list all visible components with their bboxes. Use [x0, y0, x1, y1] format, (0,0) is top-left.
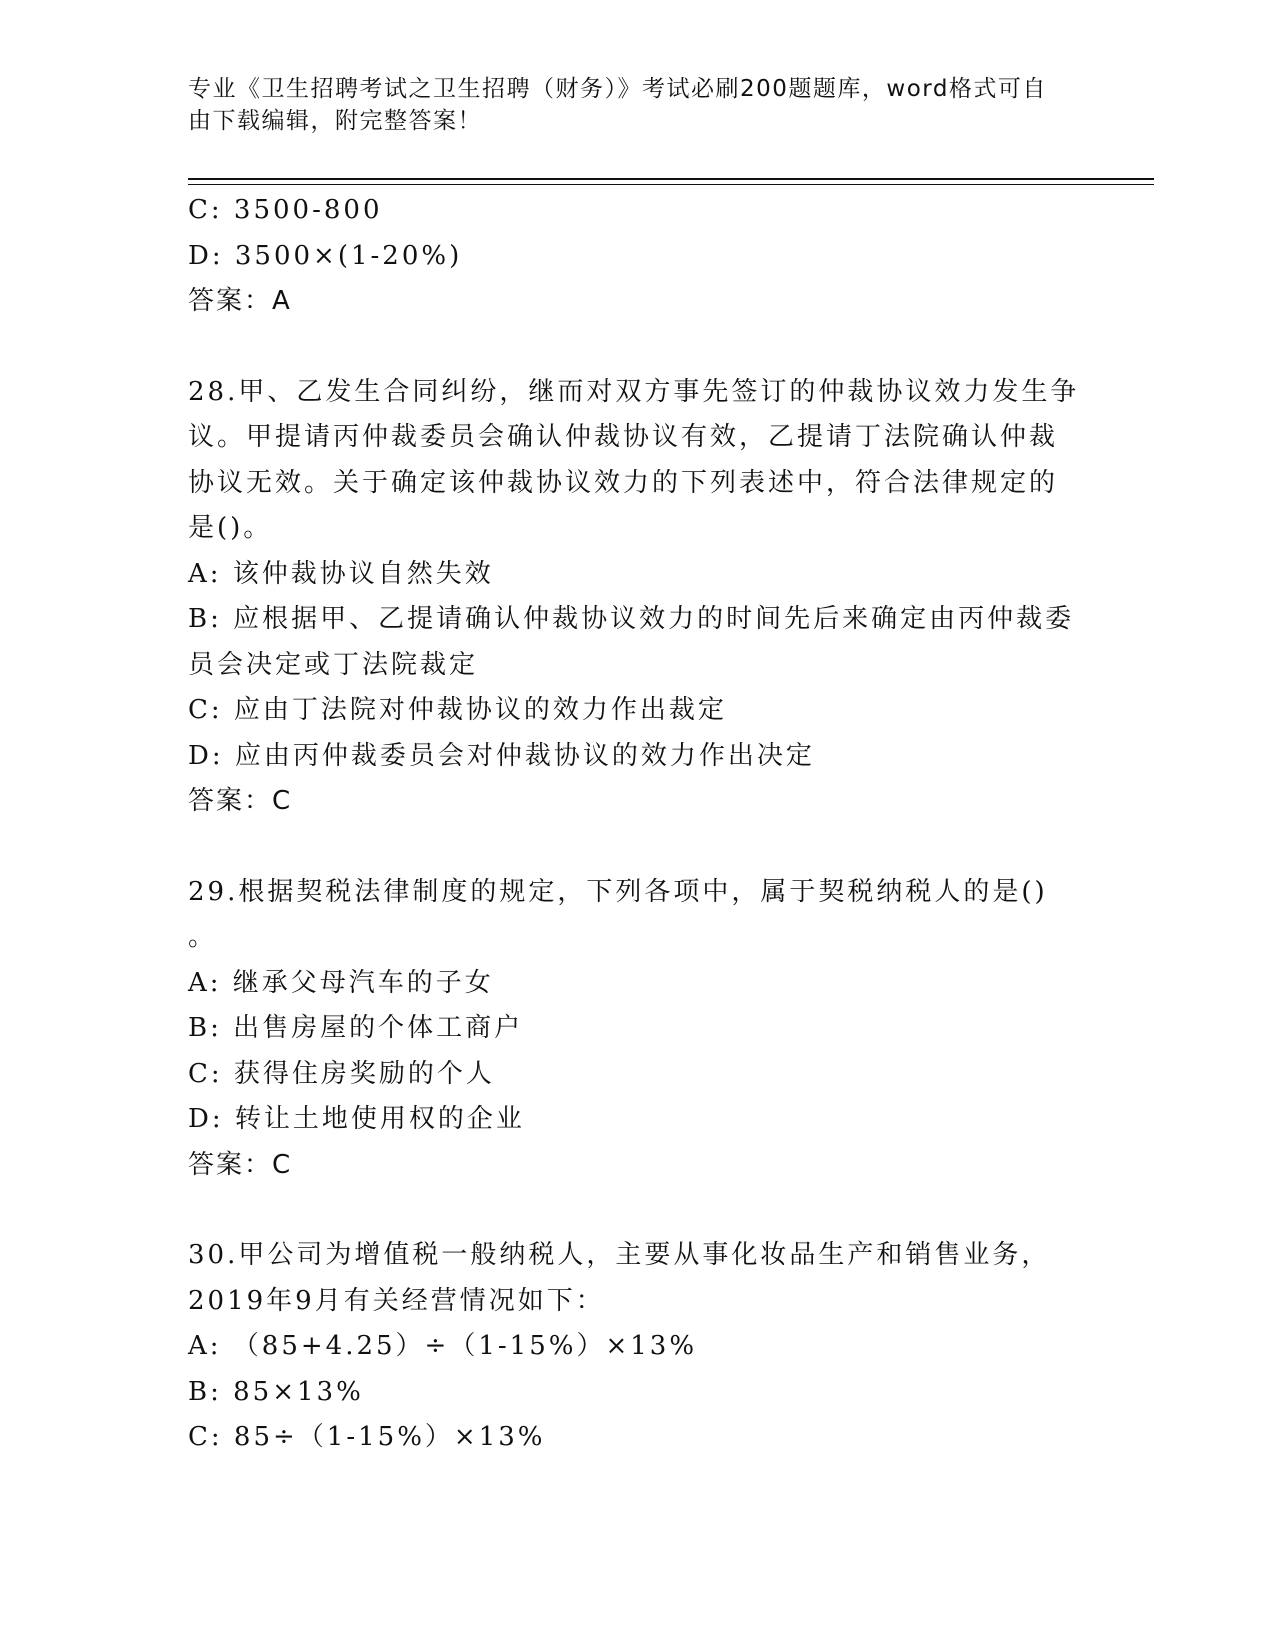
question-stem-line: 29.根据契税法律制度的规定，下列各项中，属于契税纳税人的是()	[188, 876, 1048, 907]
question-stem-line: 30.甲公司为增值税一般纳税人，主要从事化妆品生产和销售业务，	[188, 1240, 1051, 1270]
option-c: C: 应由丁法院对仲裁协议的效力作出裁定	[188, 695, 727, 725]
option-b: B: 出售房屋的个体工商户	[188, 1013, 524, 1043]
question-stem-line: 28.甲、乙发生合同纠纷，继而对双方事先签订的仲裁协议效力发生争	[188, 376, 1080, 407]
question-stem-line: 2019年9月有关经营情况如下：	[188, 1285, 605, 1316]
spacer	[188, 825, 1088, 870]
option-c: C: 3500-800	[188, 195, 383, 225]
option-a: A: 该仲裁协议自然失效	[188, 558, 494, 589]
question-stem-line: 。	[188, 922, 218, 952]
spacer	[188, 325, 1088, 370]
option-c: C: 获得住房奖励的个人	[188, 1058, 495, 1089]
question-30	[188, 1233, 1088, 1461]
question-28	[188, 370, 1088, 825]
question-29	[188, 870, 1088, 1189]
header-line-2: 由下载编辑，附完整答案！	[188, 108, 482, 134]
header-line-1: 专业《卫生招聘考试之卫生招聘（财务）》考试必刷200题题库，word格式可自	[188, 76, 1047, 102]
option-c: C: 85÷（1-15%）×13%	[188, 1422, 546, 1452]
option-a: A: （85+4.25）÷（1-15%）×13%	[188, 1331, 698, 1361]
document-header	[188, 73, 1088, 137]
answer: 答案：C	[188, 786, 293, 816]
answer: 答案：C	[188, 1149, 293, 1180]
header-divider-thick	[188, 178, 1154, 180]
option-b: B: 85×13%	[188, 1376, 364, 1407]
question-27-tail	[188, 188, 1088, 325]
header-divider-thin	[188, 184, 1154, 185]
question-stem-line: 协议无效。关于确定该仲裁协议效力的下列表述中，符合法律规定的	[188, 467, 1059, 498]
option-b-line-2: 员会决定或丁法院裁定	[188, 649, 479, 680]
answer: 答案：A	[188, 286, 292, 316]
option-b-line-1: B: 应根据甲、乙提请确认仲裁协议效力的时间先后来确定由丙仲裁委	[188, 604, 1075, 634]
question-stem-line: 议。甲提请丙仲裁委员会确认仲裁协议有效，乙提请丁法院确认仲裁	[188, 422, 1059, 452]
question-list	[188, 188, 1088, 1461]
question-stem-line: 是()。	[188, 513, 273, 543]
option-a: A: 继承父母汽车的子女	[188, 967, 494, 998]
spacer	[188, 1188, 1088, 1233]
option-d: D: 应由丙仲裁委员会对仲裁协议的效力作出决定	[188, 740, 815, 771]
option-d: D: 3500×(1-20%)	[188, 240, 463, 271]
option-d: D: 转让土地使用权的企业	[188, 1104, 525, 1134]
